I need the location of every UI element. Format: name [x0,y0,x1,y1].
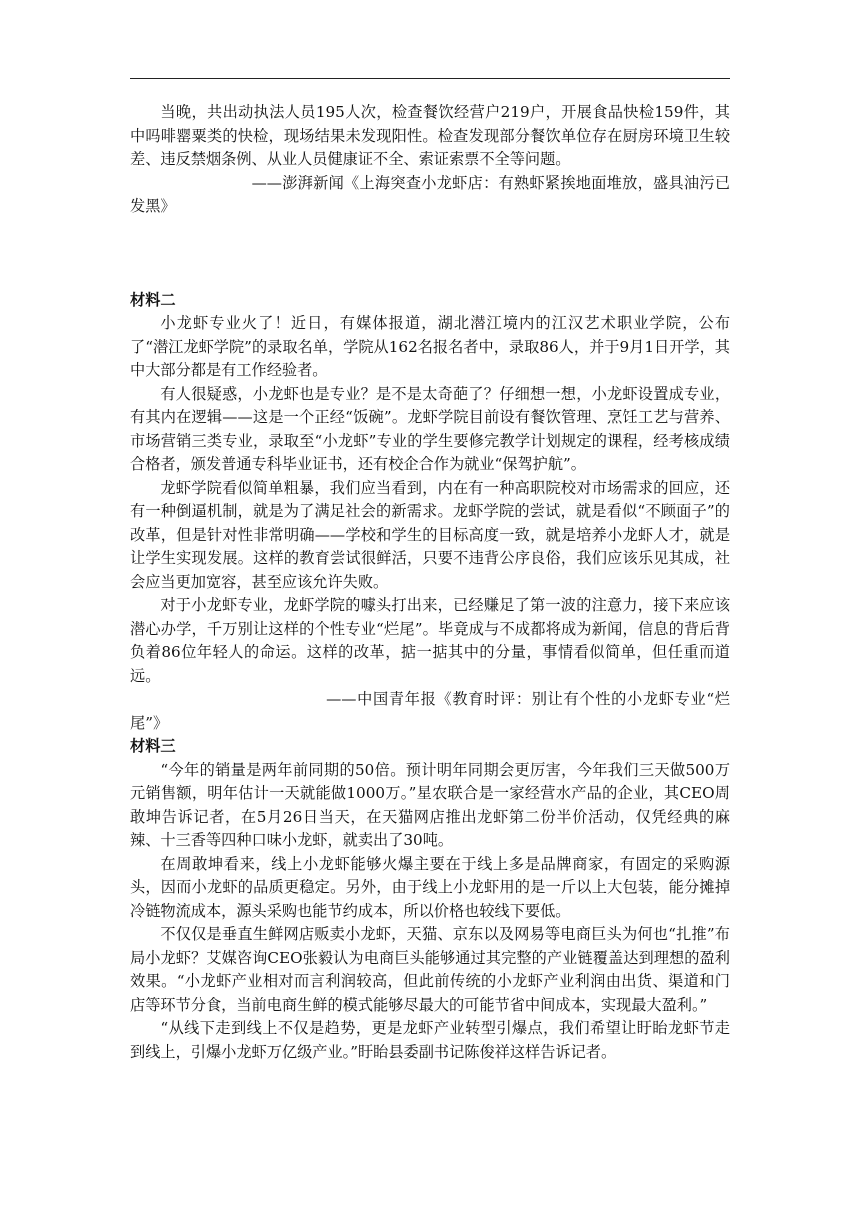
paragraph: 小龙虾专业火了！近日，有媒体报道，湖北潜江境内的江汉艺术职业学院，公布了“潜江龙虾学院”的录取名单，学院从162名报名者中，录取86人，并于9月1日开学，其中大部分都是有工作经验者。 [130,314,730,379]
paragraph: 在周敢坤看来，线上小龙虾能够火爆主要在于线上多是品牌商家，有固定的采购源头，因而小龙虾的品质更稳定。另外，由于线上小龙虾用的是一斤以上大包装，能分摊掉冷链物流成本，源头采购也能节约成本，所以价格也较线下要低。 [130,854,730,920]
source-attribution: ——澎湃新闻《上海突查小龙虾店：有熟虾紧挨地面堆放，盛具油污已发黑》 [130,173,730,215]
paragraph: 有人很疑惑，小龙虾也是专业？是不是太奇葩了？仔细想一想，小龙虾设置成专业，有其内在逻辑——这是一个正经“饭碗”。龙虾学院目前设有餐饮管理、烹饪工艺与营养、市场营销三类专业，录取至“小龙虾”专业的学生要修完教学计划规定的课程，经考核成绩合格者，颁发普通专科毕业证书，还有校企合作为就业“保驾护航”。 [130,384,730,473]
section-heading-material-3: 材料三 [130,737,176,755]
paragraph: 当晚，共出动执法人员195人次，检查餐饮经营户219户，开展食品快检159件，其中吗啡罂粟类的快检，现场结果未发现阳性。检查发现部分餐饮单位存在厨房环境卫生较差、违反禁烟条例、从业人员健康证不全、索证索票不全等问题。 [130,103,730,168]
paragraph: 对于小龙虾专业，龙虾学院的噱头打出来，已经赚足了第一波的注意力，接下来应该潜心办学，千万别让这样的个性专业“烂尾”。毕竟成与不成都将成为新闻，信息的背后背负着86位年轻人的命运。这样的改革，掂一掂其中的分量，事情看似简单，但任重而道远。 [130,596,730,685]
section-heading-material-2: 材料二 [130,290,176,309]
paragraph: “从线下走到线上不仅是趋势，更是龙虾产业转型引爆点，我们希望让盱眙龙虾节走到线上，引爆小龙虾万亿级产业。”盱眙县委副书记陈俊祥这样告诉记者。 [130,1019,730,1061]
paragraph: “今年的销量是两年前同期的50倍。预计明年同期会更厉害，今年我们三天做500万元销售额，明年估计一天就能做1000万。”星农联合是一家经营水产品的企业，其CEO周敢坤告诉记者，在5月26日当天，在天猫网店推出龙虾第二份半价活动，仅凭经典的麻辣、十三香等四种口味小龙虾，就卖出了30吨。 [130,760,730,849]
spacer [130,219,730,289]
document-body [130,101,730,1064]
header-rule [130,78,730,79]
paragraph: 不仅仅是垂直生鲜网店贩卖小龙虾，天猫、京东以及网易等电商巨头为何也“扎推”布局小龙虾？艾媒咨询CEO张毅认为电商巨头能够通过其完整的产业链覆盖达到理想的盈利效果。“小龙虾产业相对而言利润较高，但此前传统的小龙虾产业利润由出货、渠道和门店等环节分食，当前电商生鲜的模式能够尽最大的可能节省中间成本，实现最大盈利。” [130,925,730,1014]
source-attribution: ——中国青年报《教育时评：别让有个性的小龙虾专业“烂尾”》 [130,690,730,732]
paragraph: 龙虾学院看似简单粗暴，我们应当看到，内在有一种高职院校对市场需求的回应，还有一种倒逼机制，就是为了满足社会的新需求。龙虾学院的尝试，就是看似“不顾面子”的改革，但是针对性非常明确——学校和学生的目标高度一致，就是培养小龙虾人才，就是让学生实现发展。这样的教育尝试很鲜活，只要不违背公序良俗，我们应该乐见其成，社会应当更加宽容，甚至应该允许失败。 [130,478,730,591]
